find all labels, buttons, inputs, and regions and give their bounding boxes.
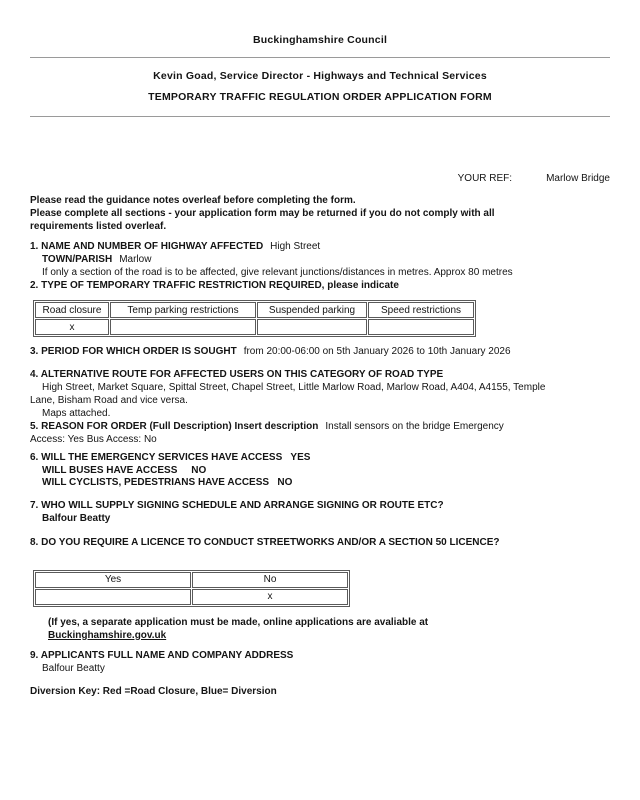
q3-label: 3. PERIOD FOR WHICH ORDER IS SOUGHT [30, 346, 237, 357]
q5-value: Install sensors on the bridge Emergency [325, 421, 504, 432]
form-title: TEMPORARY TRAFFIC REGULATION ORDER APPLICATION FORM [148, 91, 492, 103]
licence-note [30, 616, 610, 642]
section-6-access [30, 452, 610, 490]
licence-header-cell: No [192, 572, 348, 588]
q7-value: Balfour Beatty [42, 512, 111, 524]
licence-header-cell: Yes [35, 572, 191, 588]
q4-label: 4. ALTERNATIVE ROUTE FOR AFFECTED USERS ON THIS CATEGORY OF ROAD TYPE [30, 369, 444, 380]
restriction-value-cell[interactable] [110, 319, 256, 335]
restriction-header-cell: Road closure [35, 302, 109, 318]
section-7-signing [30, 499, 610, 525]
your-ref-label: YOUR REF: [457, 173, 513, 184]
q1-note: If only a section of the road is to be affected, give relevant junctions/distances in metres. Approx 80 metres [42, 267, 513, 278]
town-parish-label: TOWN/PARISH [42, 254, 113, 265]
restriction-header-cell: Temp parking restrictions [110, 302, 256, 318]
q5-label: 5. REASON FOR ORDER (Full Description) Insert description [30, 421, 319, 432]
section-5-reason [30, 420, 610, 446]
restriction-header-cell: Suspended parking [257, 302, 367, 318]
q6-buses-line: WILL BUSES HAVE ACCESS NO [42, 464, 207, 476]
restriction-value-cell[interactable] [257, 319, 367, 335]
restriction-type-table [33, 300, 476, 337]
licence-note-line: (If yes, a separate application must be made, online applications are avaliable at [48, 616, 429, 628]
q1-town-line [30, 253, 610, 266]
restriction-header-row [35, 302, 474, 318]
q9-value: Balfour Beatty [42, 662, 105, 674]
licence-note-link-line [30, 629, 610, 642]
section-4-alternative-route [30, 368, 610, 420]
diversion-key: Diversion Key: Red =Road Closure, Blue= Diversion [30, 685, 277, 697]
header-divider-bottom [30, 116, 610, 117]
q1-label: 1. NAME AND NUMBER OF HIGHWAY AFFECTED [30, 241, 264, 252]
licence-table [33, 570, 350, 607]
q4-maps-note: Maps attached. [42, 408, 111, 419]
guidance-line: Please read the guidance notes overleaf before completing the form. [30, 195, 356, 206]
buckinghamshire-gov-uk-link[interactable]: Buckinghamshire.gov.uk [48, 629, 167, 641]
council-title: Buckinghamshire Council [252, 34, 388, 46]
q7-label: 7. WHO WILL SUPPLY SIGNING SCHEDULE AND ARRANGE SIGNING OR ROUTE ETC? [30, 499, 444, 511]
guidance-line: Please complete all sections - your application form may be returned if you do not comply with all [30, 208, 495, 219]
service-director-line: Kevin Goad, Service Director - Highways and Technical Services [153, 70, 487, 82]
section-8-label: 8. DO YOU REQUIRE A LICENCE TO CONDUCT STREETWORKS AND/OR A SECTION 50 LICENCE? [30, 536, 500, 548]
q6-emergency-line: 6. WILL THE EMERGENCY SERVICES HAVE ACCESS YES [30, 452, 311, 463]
guidance-line: requirements listed overleaf. [30, 221, 167, 232]
section-2-label: 2. TYPE OF TEMPORARY TRAFFIC RESTRICTION REQUIRED, please indicate [30, 280, 399, 291]
licence-value-cell[interactable]: x [192, 589, 348, 605]
your-ref-row [30, 172, 610, 185]
q5-line1 [30, 420, 610, 433]
q5-line2: Access: Yes Bus Access: No [30, 434, 157, 445]
restriction-value-cell[interactable]: x [35, 319, 109, 335]
guidance-paragraph [30, 194, 610, 233]
q1-value: High Street [270, 241, 321, 252]
licence-header-row [35, 572, 348, 588]
header-divider-top [30, 57, 610, 58]
q3-value: from 20:00-06:00 on 5th January 2026 to 10th January 2026 [243, 346, 511, 357]
licence-value-cell[interactable] [35, 589, 191, 605]
your-ref-value: Marlow Bridge [546, 173, 610, 184]
q4-route-line: Lane, Bisham Road and vice versa. [30, 395, 188, 406]
q9-label: 9. APPLICANTS FULL NAME AND COMPANY ADDRESS [30, 649, 294, 661]
section-1-highway [30, 240, 610, 279]
restriction-header-cell: Speed restrictions [368, 302, 474, 318]
section-3-period [30, 345, 610, 358]
town-parish-value: Marlow [119, 254, 152, 265]
q4-route-line: High Street, Market Square, Spittal Street, Chapel Street, Little Marlow Road, Marlow Road, A404, A4155, Temple [42, 382, 546, 393]
q6-cyclists-line: WILL CYCLISTS, PEDESTRIANS HAVE ACCESS NO [42, 477, 293, 488]
restriction-value-cell[interactable] [368, 319, 474, 335]
licence-value-row [35, 589, 348, 605]
restriction-value-row [35, 319, 474, 335]
section-9-applicant [30, 649, 610, 675]
q1-line [30, 240, 610, 253]
